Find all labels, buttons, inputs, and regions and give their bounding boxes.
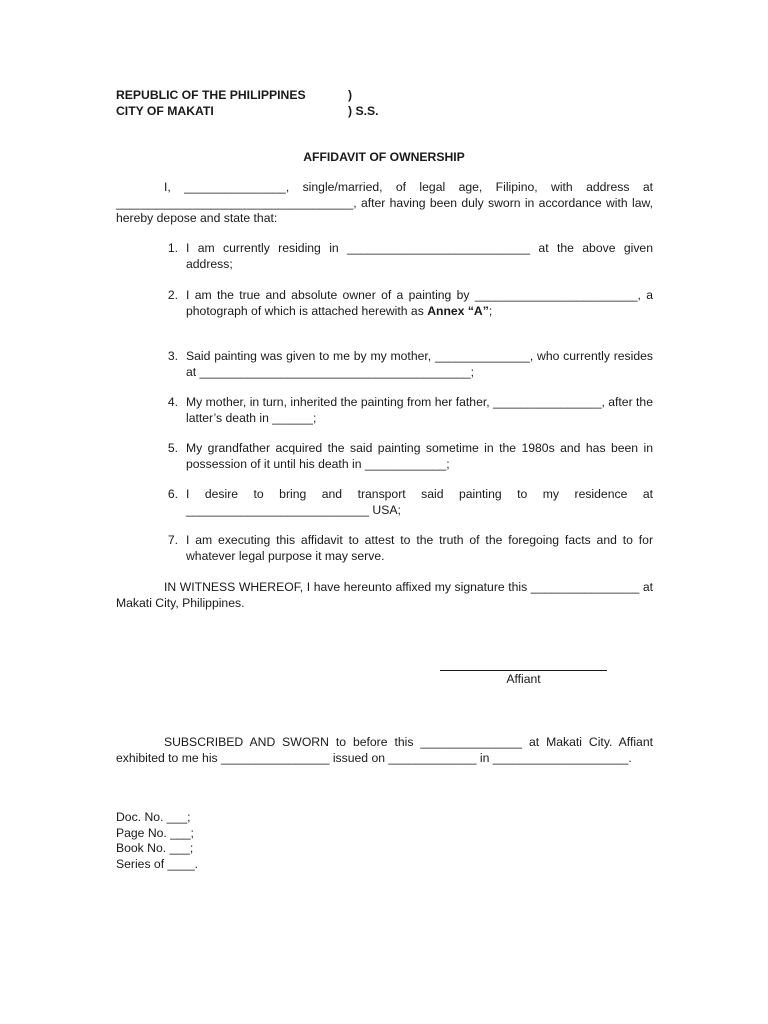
affiant-signature-line [440, 670, 607, 671]
series-year: Series of ____. [116, 857, 198, 872]
statement-number: 2. [167, 288, 178, 302]
statement-number: 3. [167, 349, 178, 363]
witness-paragraph: IN WITNESS WHEREOF, I have hereunto affixed my signature this ________________ at Makati City, Philippines. [116, 580, 653, 610]
statement-item-6 [116, 487, 653, 518]
annex-reference: Annex “A” [427, 303, 489, 318]
header-republic: REPUBLIC OF THE PHILIPPINES [116, 88, 306, 102]
header-ss: ) S.S. [348, 104, 379, 118]
doc-number: Doc. No. ___; [116, 810, 191, 824]
statement-number: 1. [167, 241, 178, 255]
statement-item-5 [116, 441, 653, 472]
statement-number: 5. [167, 441, 178, 455]
statement-item-4 [116, 395, 653, 426]
statement-text: My mother, in turn, inherited the painting from her father, ________________, after the latter’s death in ______; [186, 395, 653, 425]
statement-number: 4. [167, 395, 178, 409]
statement-text: I am executing this affidavit to attest to the truth of the foregoing facts and to for whatever legal purpose it may serve. [186, 533, 653, 563]
document-title: AFFIDAVIT OF OWNERSHIP [303, 150, 465, 164]
statement-item-3 [116, 349, 653, 380]
intro-paragraph: I, _______________, single/married, of legal age, Filipino, with address at ___________________________________, after having been duly sworn in accordance with law, hereby depose and state that: [116, 180, 653, 225]
statement-item-7 [116, 533, 653, 564]
statement-item-2 [116, 288, 653, 319]
statement-text [186, 288, 653, 319]
page-number: Page No. ___; [116, 825, 194, 840]
document-header [116, 88, 378, 120]
statement-text: My grandfather acquired the said painting sometime in the 1980s and has been in possession of it until his death in ____________; [186, 441, 653, 471]
statement-text: Said painting was given to me by my mother, ______________, who currently resides at ________________________________________; [186, 349, 653, 379]
affiant-label: Affiant [506, 672, 541, 686]
statement-number: 6. [167, 487, 178, 501]
header-city: CITY OF MAKATI [116, 104, 214, 118]
statement-text-part: I am the true and absolute owner of a painting by ________________________, a photograph of which is attached herewith as [186, 288, 653, 318]
header-line-city [116, 104, 378, 120]
statement-text: I desire to bring and transport said painting to my residence at ___________________________ USA; [186, 487, 653, 517]
book-number: Book No. ___; [116, 841, 194, 856]
statement-number: 7. [167, 533, 178, 547]
notarial-register [116, 810, 198, 873]
statement-text-part: ; [488, 303, 493, 318]
statement-text: I am currently residing in ___________________________ at the above given address; [186, 241, 653, 271]
header-paren: ) [348, 88, 353, 102]
jurat-paragraph: SUBSCRIBED AND SWORN to before this _______________ at Makati City. Affiant exhibited to me his ________________ issued on _____________ in ____________________. [116, 735, 653, 765]
header-line-republic [116, 88, 378, 104]
statement-item-1 [116, 241, 653, 272]
